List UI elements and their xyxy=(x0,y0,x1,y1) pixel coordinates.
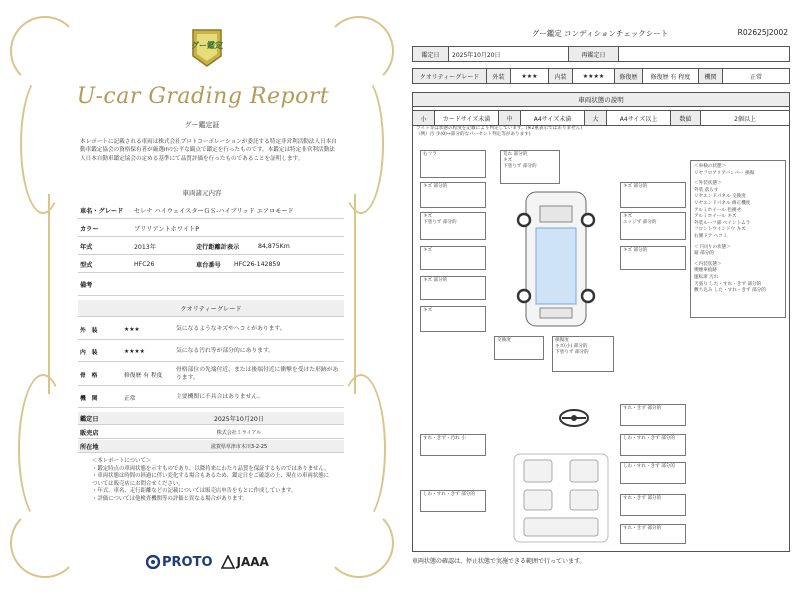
info-label: 販売店 xyxy=(80,429,99,437)
ornament-vine-right xyxy=(354,194,356,394)
spec-value: 84,875Km xyxy=(258,242,290,250)
legend-line: 外装 落ちす xyxy=(694,187,719,193)
certificate-title: U-car Grading Report xyxy=(76,84,330,109)
notes-title: ＜本レポートについて＞ xyxy=(92,458,152,464)
grade-label: クオリティーグレード xyxy=(413,69,487,84)
redate-value xyxy=(619,47,790,62)
jaaa-logo xyxy=(221,555,269,569)
damage-label: 損傷度 キズ(小) 部分的 下塗りず 部分的 xyxy=(552,336,614,372)
damage-label: キズ 部分的 xyxy=(620,246,686,270)
info-label: 鑑定日 xyxy=(80,415,99,423)
spec-row-notes xyxy=(78,274,344,296)
size-key: 小 xyxy=(413,111,435,126)
spec-row-year xyxy=(78,238,344,255)
repair-label: 修復歴 xyxy=(615,69,643,84)
legend-line: リヤエンドパネル 交換度 xyxy=(694,194,746,200)
grade-level: 正常 xyxy=(124,396,136,402)
condition-header: 車両状態の説明 xyxy=(413,93,789,107)
size-note: ライト等は状態の程度を記載により判定しています。(※2重表示ではありません) （例）汚 少(0)→部分的なパーセント判定等があります) xyxy=(416,126,583,137)
grade-label: 外 装 xyxy=(80,328,98,334)
grade-text: 主要機関に不具合はありません。 xyxy=(176,393,264,400)
logo-bar xyxy=(146,552,286,572)
info-row-date xyxy=(78,412,344,425)
grade-level: ★★★★ xyxy=(124,348,145,355)
grade-label: 骨 格 xyxy=(80,373,98,379)
certificate-intro: 本レポートに記載される車両は株式会社プロトコーポレーションが委託する特定非営利活動法人日本自動車鑑定協会の資格保有者が厳選ifの公平な観点で鑑定を行ったものです。本鑑定は特定非営利活動法人日本自動車鑑定協会の定める基準にて品質評価を行ったものであることを証明します。 xyxy=(80,139,337,162)
date-value: 2025年10月20日 xyxy=(449,47,569,62)
size-key: 数値 xyxy=(671,111,701,126)
grade-row-interior xyxy=(78,342,344,362)
wheel-rear-right-icon xyxy=(582,290,594,302)
spec-label: 型式 xyxy=(80,261,93,269)
spec-value: ブリリアントホワイトP xyxy=(134,225,199,233)
grade-text: 気になる汚れ等が部分的にあります。 xyxy=(176,347,275,354)
legend-line: 右側ドア ヘコミ xyxy=(694,233,728,239)
damage-label: キズ 部分的 xyxy=(420,182,486,208)
interior-seat-diagram xyxy=(506,450,616,546)
spec-row-model xyxy=(78,256,344,273)
sheet-date-table xyxy=(412,46,790,62)
interior-label: すれ・きず 部分的 xyxy=(620,404,686,426)
certificate-subtitle: グー鑑定証 xyxy=(184,121,220,129)
wheel-front-right-icon xyxy=(582,214,594,226)
size-value: 2個以上 xyxy=(701,111,790,126)
spec-label: 車台番号 xyxy=(196,261,221,269)
grade-label: 内 装 xyxy=(80,350,98,356)
note-item: ・鑑定時点の車両状態を示すものであり、以降将来にわたり品質を保証するものではありません。 xyxy=(92,465,330,472)
condition-legend xyxy=(690,160,786,318)
size-legend-table xyxy=(412,110,790,126)
interior-label: しわ・すれ・きず 部分的 xyxy=(420,490,486,512)
spec-row-color xyxy=(78,220,344,237)
legend-line: ＜外装状態＞ xyxy=(694,181,722,187)
damage-label: 荒れ 部分的 キズ 下塗りず 部分的 xyxy=(500,150,560,184)
damage-label: キズ xyxy=(420,306,486,332)
jaaa-mark-icon xyxy=(221,555,235,569)
legend-line: 天張り した・すれ・きず 部分的 xyxy=(694,281,762,287)
engine-label: 機関 xyxy=(699,69,723,84)
legend-line: 錆 部分的 xyxy=(694,251,714,257)
spec-value: 2013年 xyxy=(134,243,156,251)
grade-text: 骨格部位の先端付近、または後端付近に衝撃を受けた形跡があります。 xyxy=(176,367,339,381)
interior-label: しわ・すれ・きず 部分的 xyxy=(620,434,686,456)
size-value: カードサイズ未満 xyxy=(435,111,499,126)
damage-label: 交換度 xyxy=(494,336,544,360)
repair-value: 修復歴 有 程度 xyxy=(643,69,699,84)
grade-header-text: クオリティーグレード xyxy=(180,305,242,313)
legend-line: アルミホイール キズ xyxy=(694,214,737,220)
size-value: A4サイズ以上 xyxy=(607,111,671,126)
report-notes xyxy=(92,458,332,504)
spec-label: カラー xyxy=(80,225,99,233)
spec-row-name xyxy=(78,202,344,219)
wheel-front-left-icon xyxy=(518,214,530,226)
grading-certificate xyxy=(8,14,396,580)
damage-label: キズ 部分的 xyxy=(420,276,486,300)
ornament-swirl-left-low xyxy=(18,374,68,524)
spec-value: HFC26 xyxy=(134,260,155,268)
grade-level: 修復歴 有 程度 xyxy=(124,373,163,379)
vehicle-top-diagram xyxy=(506,184,606,334)
legend-line: 運転席 汚れ xyxy=(694,274,719,280)
note-item: ・評価については他検査機関等の評価と異なる場合があります。 xyxy=(92,495,248,502)
proto-logo xyxy=(146,555,213,570)
grade-label: 機 関 xyxy=(80,396,98,402)
spec-value: セレナ ハイウェイスターＧＳ-ハイブリッド エアロモード xyxy=(134,207,294,215)
size-value: A4サイズ未満 xyxy=(521,111,585,126)
spec-label: 年式 xyxy=(80,243,93,251)
condition-check-sheet xyxy=(408,14,792,574)
grade-row-engine xyxy=(78,388,344,408)
legend-line: リヤフロアリアバンパー 損傷 xyxy=(694,170,755,176)
sheet-footer: 車両状態の確認は、停止状態で実施できる範囲で行っています。 xyxy=(412,558,586,565)
exterior-label: 外装 xyxy=(487,69,511,84)
damage-label: キズ 下塗りず 部分的 xyxy=(420,212,486,240)
badge-text: グー鑑定 xyxy=(191,41,223,50)
grade-row-frame xyxy=(78,364,344,386)
redate-label: 再鑑定日 xyxy=(569,47,619,62)
interior-label: 内装 xyxy=(549,69,573,84)
legend-line: 外装ルーフ部 ペイントムラ xyxy=(694,220,751,226)
legend-line: リヤエンドパネル 修正機度 xyxy=(694,200,751,206)
spec-label: 車名・グレード xyxy=(80,207,124,215)
info-value: 株式会社ミライアル xyxy=(216,429,262,436)
wheel-rear-left-icon xyxy=(518,290,530,302)
size-key: 大 xyxy=(585,111,607,126)
ornament-vine-left xyxy=(48,194,50,394)
exterior-value: ★★★ xyxy=(511,69,549,84)
legend-line: アルミホイール 色褪せ xyxy=(694,207,742,213)
note-item: ・車両状態は時間の経過に伴い変化する場合もあるため、鑑定日をご確認の上、現在の車両状態については販売店にお問合せください。 xyxy=(92,473,329,487)
interior-label: すれ・きず 部分的 xyxy=(620,524,686,544)
legend-line: 敷ち込み した・すれ・きず 部分的 xyxy=(694,288,766,294)
grade-text: 気になるようなキズやヘコミがあります。 xyxy=(176,325,286,332)
note-item: ・年式、車名、走行距離などの記載については販売店申告をもとに作成しています。 xyxy=(92,488,297,495)
info-label: 所在地 xyxy=(80,443,99,451)
sheet-grade-table xyxy=(412,68,790,84)
damage-label: キズ xyxy=(420,246,486,270)
spec-value: HFC26-142859 xyxy=(234,260,281,268)
goo-badge-icon xyxy=(189,28,225,68)
spec-header: 車両諸元内容 xyxy=(182,189,222,197)
grade-row-exterior xyxy=(78,320,344,340)
engine-value: 正常 xyxy=(723,69,790,84)
info-row-dealer xyxy=(78,426,344,439)
jaaa-logo-text: JAAA xyxy=(236,555,269,569)
proto-logo-text: PROTO xyxy=(162,554,213,570)
grade-header xyxy=(78,300,344,317)
info-value: 滋賀県草津市木川3-2-25 xyxy=(210,443,268,450)
interior-label: すれ・きず・汚れ 小 xyxy=(420,434,486,456)
legend-line: ＜内装状態＞ xyxy=(694,261,722,267)
spec-label: 走行距離計表示 xyxy=(196,243,240,251)
date-label: 鑑定日 xyxy=(413,47,449,62)
interior-label: しわ・すれ・きず 部分的 xyxy=(620,462,686,484)
proto-mark-icon xyxy=(146,555,160,569)
damage-label: キズ エッジず 部分的 xyxy=(620,212,686,240)
size-key: 中 xyxy=(499,111,521,126)
sheet-title: グー鑑定 コンディションチェックシート xyxy=(531,29,669,38)
damage-label: キズ 部分的 xyxy=(620,182,686,208)
damage-label: 右フラ xyxy=(420,150,486,178)
info-value: 2025年10月20日 xyxy=(213,415,265,423)
info-row-address xyxy=(78,440,344,453)
grade-level: ★★★ xyxy=(124,326,140,333)
interior-value: ★★★★ xyxy=(573,69,615,84)
legend-line: 喫煙車痕跡 xyxy=(694,268,717,274)
legend-line: フロントウインドウ キズ xyxy=(694,227,746,233)
legend-line: ＜下回りの状態＞ xyxy=(694,244,731,250)
spec-label: 備考 xyxy=(80,282,93,289)
legend-line: ＜車検の状態＞ xyxy=(694,164,727,169)
sheet-code: R02625J2002 xyxy=(737,28,788,37)
interior-label: すれ・きず 部分的 xyxy=(620,494,686,516)
steering-wheel-icon xyxy=(558,408,590,428)
